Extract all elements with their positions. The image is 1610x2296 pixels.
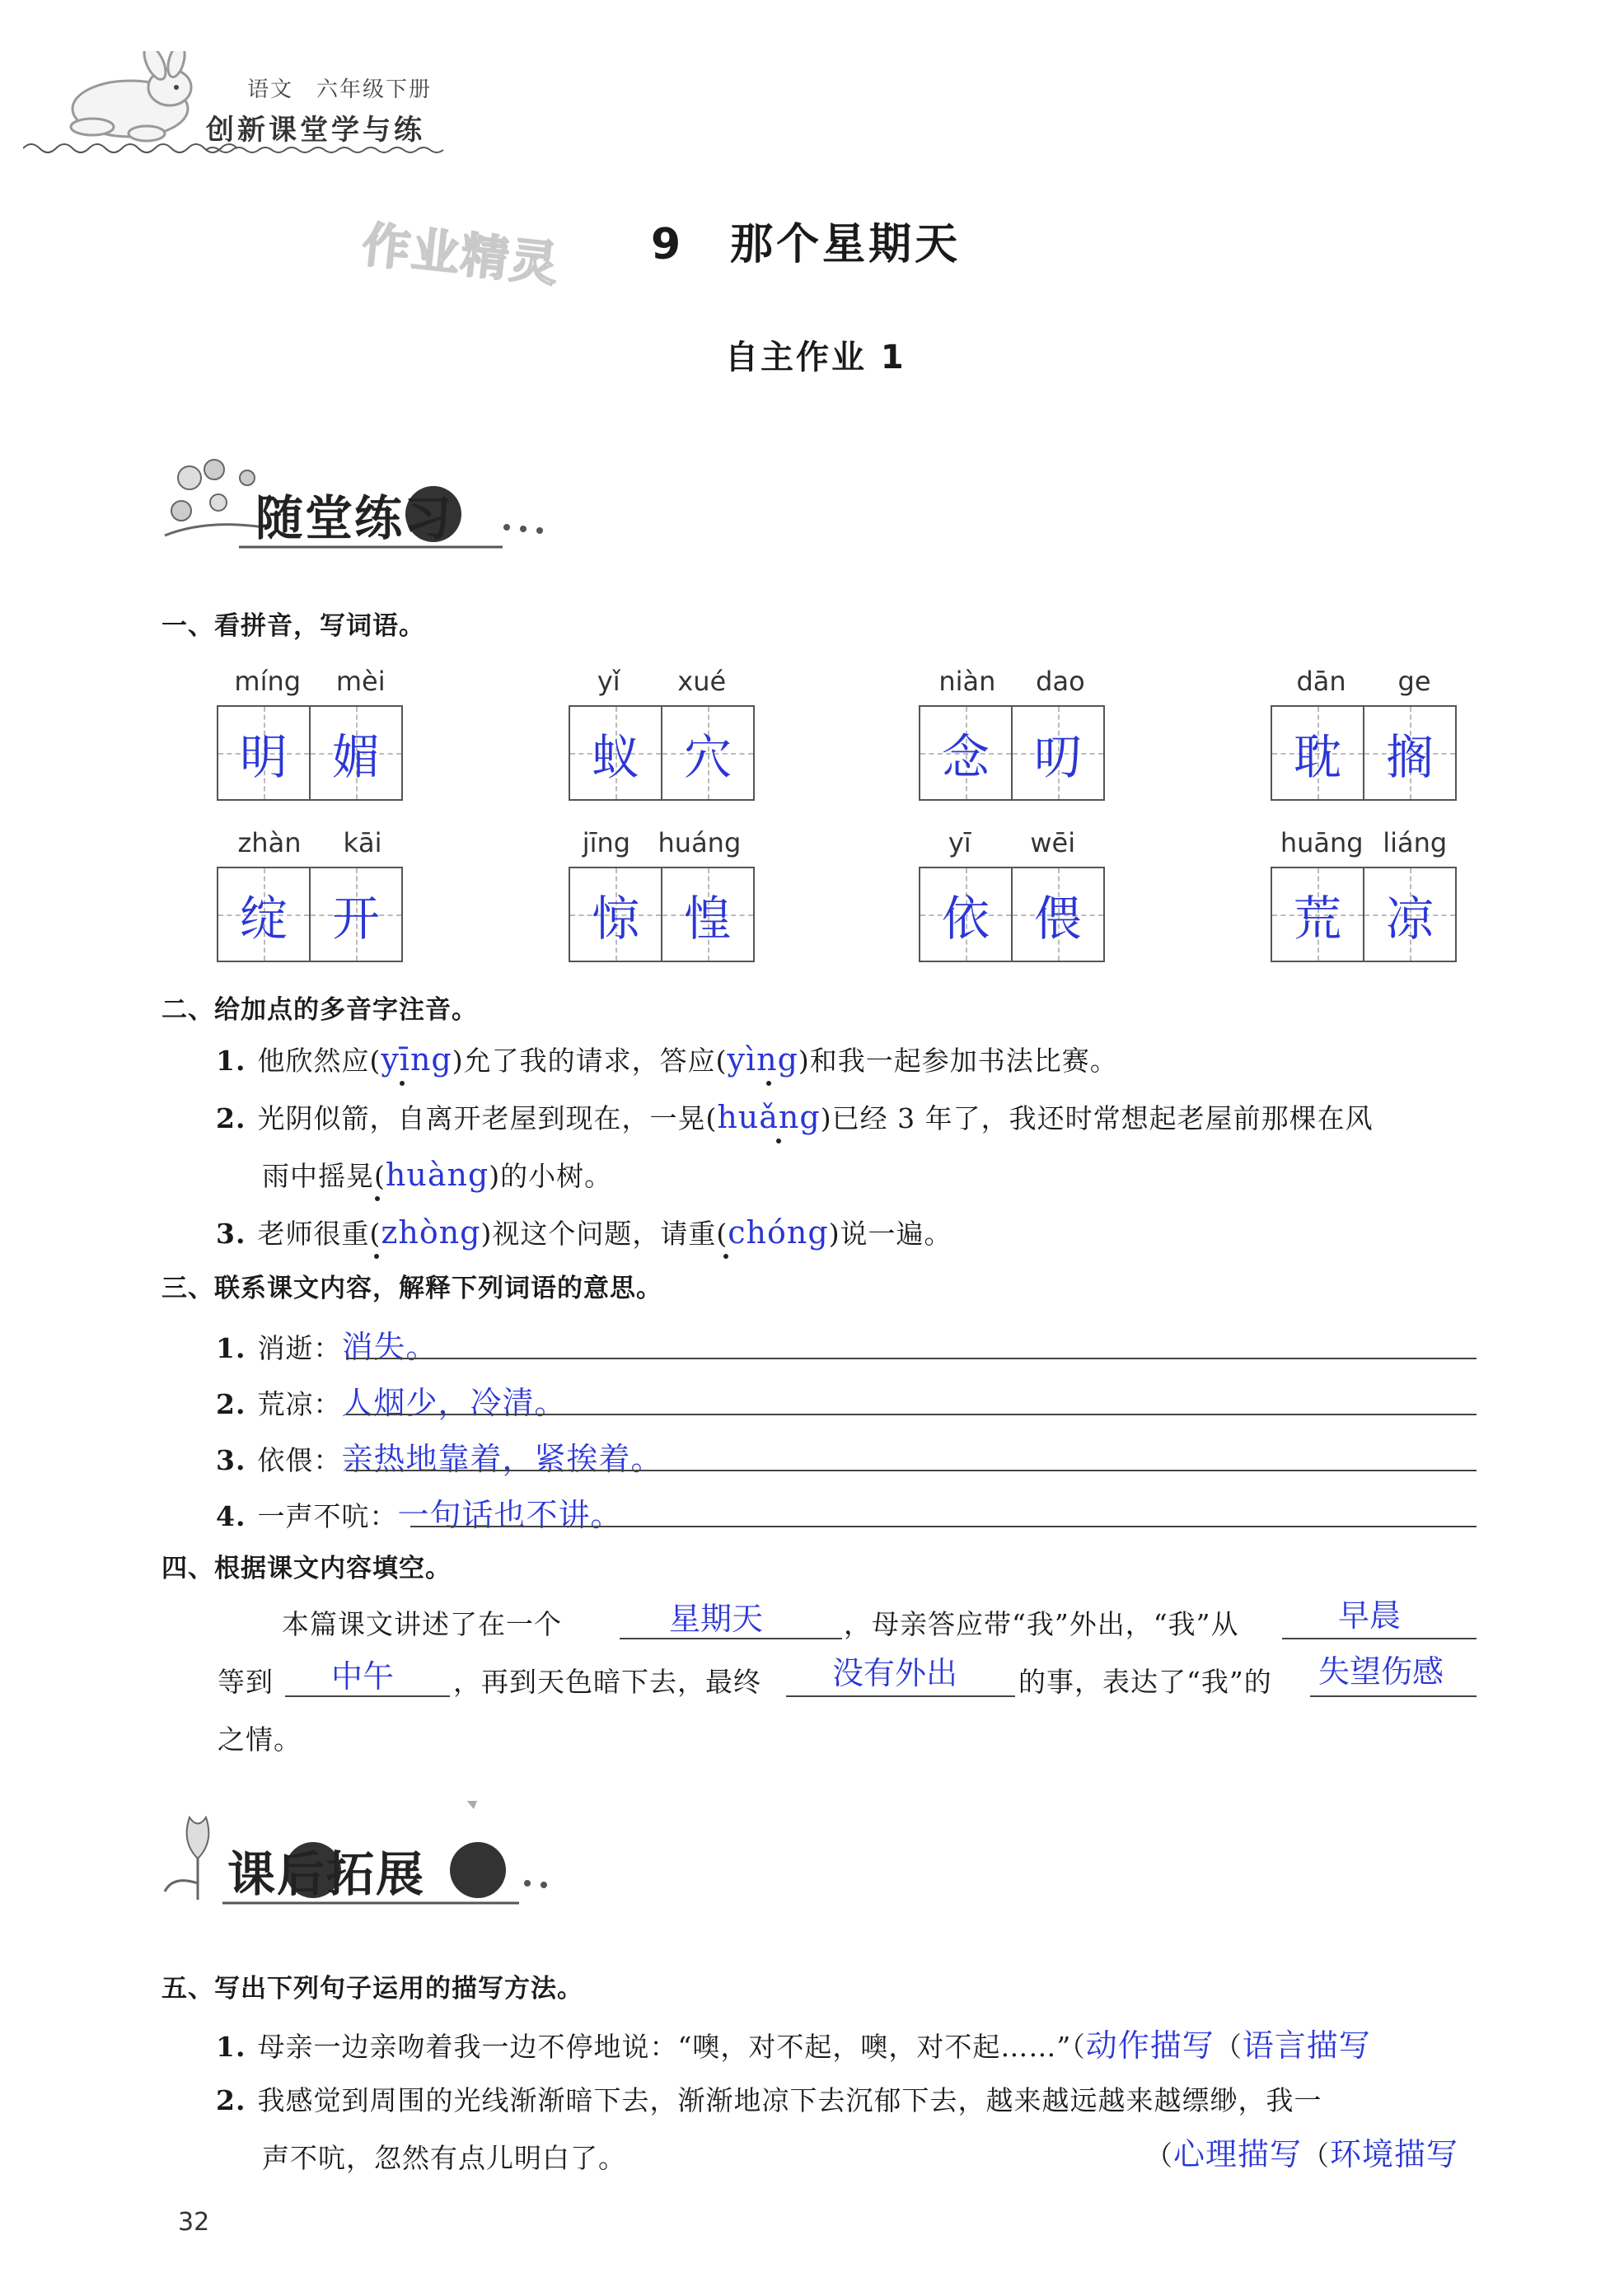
term: 一声不吭：	[257, 1500, 398, 1532]
text: 母亲一边亲吻着我一边不停地说：“噢，对不起，噢，对不起……”（	[257, 2031, 1086, 2063]
section-in-class-label: 随堂练习	[255, 490, 454, 546]
q3-item	[216, 1433, 662, 1479]
emphasis-dot	[723, 1254, 728, 1259]
text: （	[1302, 2139, 1331, 2172]
text: 我感觉到周围的光线渐渐暗下去，渐渐地凉下去沉郁下去，越来越远越来越缥缈，我一	[257, 2084, 1322, 2116]
q3-item	[216, 1377, 566, 1423]
answer-underline	[346, 1470, 1477, 1471]
q2-title: 二、给加点的多音字注音。	[161, 995, 478, 1025]
q5-line-2b-answer	[1145, 2129, 1458, 2174]
text: 光阴似箭，自离开老屋到现在，一晃(	[257, 1102, 718, 1134]
pinyin: liáng	[1383, 827, 1448, 858]
answer-pinyin: zhòng	[381, 1214, 481, 1251]
pinyin: jīng	[582, 827, 631, 858]
word-item	[569, 666, 755, 801]
emphasis-dot	[776, 1139, 781, 1143]
q5-title: 五、写出下列句子运用的描写方法。	[161, 1974, 583, 2004]
answer-text: 环境描写	[1330, 2136, 1459, 2172]
item-number: 1.	[216, 1045, 246, 1077]
word-item	[217, 666, 403, 801]
pinyin: wēi	[1030, 827, 1076, 858]
emphasis-dot	[375, 1196, 380, 1201]
character-box	[569, 867, 755, 962]
q4-text: 之情。	[218, 1723, 302, 1756]
character-box	[1271, 867, 1457, 962]
character-box	[217, 705, 403, 801]
item-number: 2.	[216, 1102, 246, 1134]
header-subject: 语文 六年级下册	[247, 77, 433, 102]
text: （	[1145, 2139, 1173, 2172]
blank-underline	[786, 1695, 1015, 1697]
term: 荒凉：	[257, 1388, 342, 1420]
character-box	[919, 867, 1105, 962]
answer-char: 荒	[1293, 891, 1341, 947]
header-wave-icon	[206, 145, 453, 155]
item-number: 1.	[216, 1332, 246, 1364]
q4-title: 四、根据课文内容填空。	[161, 1554, 452, 1583]
q4-text: 本篇课文讲述了在一个	[282, 1608, 562, 1640]
text: )说一遍。	[828, 1218, 952, 1250]
answer-text: 语言描写	[1242, 2027, 1371, 2064]
answer-text: 亲热地靠着，紧挨着。	[341, 1441, 663, 1477]
blank-answer: 没有外出	[832, 1655, 958, 1691]
answer-text: 心理描写	[1173, 2136, 1303, 2172]
answer-pinyin: yìng	[727, 1041, 798, 1078]
text: )已经 3 年了，我还时常想起老屋前那棵在风	[820, 1102, 1374, 1134]
q4-text: 等到	[218, 1666, 274, 1698]
text: 雨中摇晃(	[262, 1160, 386, 1192]
watermark: 作业精灵	[359, 216, 563, 293]
answer-pinyin: yīng	[381, 1041, 452, 1078]
pinyin: huáng	[658, 827, 742, 858]
pinyin: yī	[948, 827, 971, 858]
pinyin: ge	[1397, 666, 1431, 697]
q2-line-3	[216, 1213, 952, 1251]
answer-text: 一句话也不讲。	[397, 1497, 623, 1533]
q5-line-2	[216, 2079, 1322, 2118]
text: )允了我的请求，答应(	[452, 1045, 728, 1077]
pinyin: xué	[677, 666, 727, 697]
item-number: 3.	[216, 1444, 246, 1476]
item-number: 2.	[216, 1388, 246, 1420]
rabbit-logo-icon	[23, 51, 237, 158]
answer-text: 动作描写	[1085, 2027, 1215, 2064]
blank-answer: 中午	[331, 1658, 395, 1695]
answer-pinyin: huàng	[385, 1157, 489, 1193]
q3-item	[216, 1321, 438, 1367]
answer-char: 媚	[331, 729, 380, 785]
answer-char: 偎	[1033, 891, 1082, 947]
pinyin: míng	[234, 666, 302, 697]
q5-line-1	[216, 2020, 1371, 2065]
emphasis-dot	[374, 1254, 379, 1259]
answer-text: 人烟少，冷清。	[341, 1385, 567, 1421]
item-number: 3.	[216, 1218, 246, 1250]
answer-char: 念	[941, 729, 990, 785]
text: )和我一起参加书法比赛。	[798, 1045, 1118, 1077]
answer-char: 叨	[1033, 729, 1082, 785]
term: 消逝：	[257, 1332, 342, 1364]
blank-answer: 早晨	[1338, 1597, 1402, 1634]
text: 他欣然应(	[257, 1045, 381, 1077]
answer-char: 开	[331, 891, 380, 947]
word-item	[569, 827, 755, 962]
blank-answer: 星期天	[669, 1601, 764, 1637]
pinyin: dān	[1296, 666, 1346, 697]
word-item	[1271, 666, 1457, 801]
word-item	[1271, 827, 1457, 962]
character-box	[919, 705, 1105, 801]
q3-item	[216, 1489, 622, 1535]
lesson-subtitle: 自主作业 1	[725, 339, 906, 376]
character-box	[1271, 705, 1457, 801]
answer-char: 惊	[591, 891, 639, 947]
q2-line-2	[216, 1097, 1374, 1136]
answer-char: 穴	[683, 729, 732, 785]
answer-text: 消失。	[341, 1329, 438, 1365]
answer-char: 耽	[1293, 729, 1341, 785]
answer-char: 凉	[1385, 891, 1434, 947]
q4-text: 的事，表达了“我”的	[1018, 1666, 1272, 1698]
answer-char: 绽	[239, 891, 288, 947]
pinyin: niàn	[938, 666, 996, 697]
answer-underline	[410, 1526, 1477, 1527]
word-item	[919, 827, 1105, 962]
header-brand: 创新课堂学与练	[206, 114, 425, 147]
pinyin: huāng	[1280, 827, 1364, 858]
answer-pinyin: chóng	[728, 1214, 829, 1251]
character-box	[217, 867, 403, 962]
emphasis-dot	[400, 1081, 405, 1086]
answer-char: 蚁	[591, 729, 639, 785]
answer-char: 惶	[683, 891, 732, 947]
lesson-title: 9 那个星期天	[651, 220, 962, 269]
emphasis-dot	[766, 1081, 771, 1086]
pinyin: kāi	[343, 827, 382, 858]
item-number: 2.	[216, 2084, 246, 2116]
pinyin: zhàn	[237, 827, 302, 858]
answer-char: 明	[239, 729, 288, 785]
word-item	[919, 666, 1105, 801]
pinyin: dao	[1036, 666, 1085, 697]
answer-underline	[346, 1358, 1477, 1359]
q4-text: ，再到天色暗下去，最终	[453, 1666, 761, 1698]
q1-title: 一、看拼音，写词语。	[161, 611, 425, 641]
text: （	[1214, 2031, 1243, 2063]
blank-underline	[1282, 1638, 1477, 1639]
q2-line-2b	[262, 1155, 612, 1194]
q4-text: ，母亲答应带“我”外出，“我”从	[844, 1608, 1239, 1640]
answer-char: 依	[941, 891, 990, 947]
q3-title: 三、联系课文内容，解释下列词语的意思。	[161, 1274, 662, 1303]
term: 依偎：	[257, 1444, 342, 1476]
page-number: 32	[178, 2208, 210, 2237]
q5-line-2b: 声不吭，忽然有点儿明白了。	[262, 2142, 626, 2174]
blank-underline	[1310, 1695, 1477, 1697]
section-after-class-label: 课后拓展	[227, 1846, 426, 1902]
pinyin: yǐ	[597, 666, 620, 697]
answer-char: 搁	[1385, 729, 1434, 785]
q2-line-1	[216, 1040, 1118, 1078]
answer-underline	[346, 1414, 1477, 1415]
word-item	[217, 827, 403, 962]
answer-pinyin: huǎng	[717, 1099, 821, 1135]
blank-answer: 失望伤感	[1318, 1653, 1444, 1690]
character-box	[569, 705, 755, 801]
text: 老师很重(	[257, 1218, 381, 1250]
pinyin: mèi	[335, 666, 386, 697]
text: )视这个问题，请重(	[480, 1218, 728, 1250]
text: )的小树。	[489, 1160, 613, 1192]
item-number: 1.	[216, 2031, 246, 2063]
item-number: 4.	[216, 1500, 246, 1532]
